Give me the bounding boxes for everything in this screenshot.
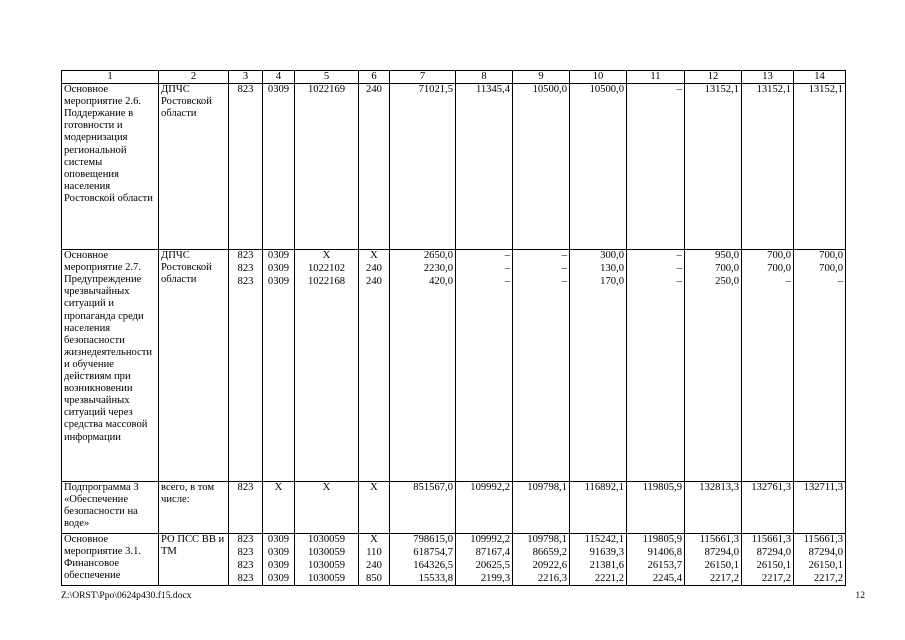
value-cell: 115661,3 [685,534,742,547]
value-cell: Х [359,250,390,263]
value-cell: 823 [229,534,263,547]
value-cell: 115661,3 [742,534,794,547]
value-cell: – [513,276,570,482]
value-cell: 700,0 [794,263,846,276]
header-cell: 12 [685,71,742,84]
program-table [61,70,846,586]
value-cell: 164326,5 [390,560,456,573]
header-cell: 6 [359,71,390,84]
value-cell: 20922,6 [513,560,570,573]
value-cell: 823 [229,573,263,586]
value-cell: 2217,2 [685,573,742,586]
value-cell: 0309 [263,263,295,276]
value-cell: 86659,2 [513,547,570,560]
header-cell: 11 [627,71,685,84]
value-cell: 420,0 [390,276,456,482]
value-cell: 170,0 [570,276,627,482]
value-cell: 26150,1 [742,560,794,573]
document-path: Z:\ORST\Ppo\0624p430.f15.docx [61,590,192,601]
measure-title: Подпрограмма 3 «Обеспечение безопасности на воде» [62,482,159,534]
value-cell: 823 [229,250,263,263]
value-cell: 823 [229,276,263,482]
header-cell: 5 [295,71,359,84]
header-cell: 8 [456,71,513,84]
value-cell: 618754,7 [390,547,456,560]
value-cell: 300,0 [570,250,627,263]
value-cell: 823 [229,482,263,534]
header-cell: 9 [513,71,570,84]
value-cell: 119805,9 [627,482,685,534]
measure-title: Основное мероприятие 2.6. Поддержание в готовности и модернизация региональной системы оповещения населения Ростовской области [62,84,159,250]
value-cell: 823 [229,547,263,560]
value-cell: – [456,263,513,276]
value-cell: 11345,4 [456,84,513,250]
value-cell: 0309 [263,250,295,263]
value-cell: 851567,0 [390,482,456,534]
value-cell: 87294,0 [742,547,794,560]
value-cell: 109798,1 [513,534,570,547]
value-cell: 0309 [263,573,295,586]
value-cell: 91406,8 [627,547,685,560]
header-cell: 4 [263,71,295,84]
value-cell: 71021,5 [390,84,456,250]
value-cell: 109798,1 [513,482,570,534]
header-cell: 3 [229,71,263,84]
value-cell: 700,0 [742,250,794,263]
executor-cell: всего, в том числе: [159,482,229,534]
value-cell: 2217,2 [794,573,846,586]
value-cell: 700,0 [794,250,846,263]
value-cell: 823 [229,263,263,276]
measure-title: Основное мероприятие 2.7. Предупреждение чрезвычайных ситуаций и пропаганда среди населения безопасности жизнедеятельности и обучение действиям при возникновении чрезвычайных ситуаций через средства массовой информации [62,250,159,482]
value-cell: – [627,276,685,482]
value-cell: 850 [359,573,390,586]
value-cell: 13152,1 [742,84,794,250]
value-cell: 0309 [263,547,295,560]
value-cell: 1022102 [295,263,359,276]
value-cell: 0309 [263,534,295,547]
value-cell: 240 [359,84,390,250]
table-row [62,84,846,250]
value-cell: 2245,4 [627,573,685,586]
value-cell: 0309 [263,84,295,250]
header-cell: 14 [794,71,846,84]
value-cell: – [794,276,846,482]
value-cell: 1030059 [295,573,359,586]
executor-cell: ДПЧС Ростовской области [159,84,229,250]
value-cell: 132813,3 [685,482,742,534]
header-cell: 2 [159,71,229,84]
value-cell: 26153,7 [627,560,685,573]
value-cell: 20625,5 [456,560,513,573]
value-cell: 87294,0 [685,547,742,560]
value-cell: 13152,1 [685,84,742,250]
value-cell: 87167,4 [456,547,513,560]
value-cell: 240 [359,263,390,276]
value-cell: 110 [359,547,390,560]
value-cell: 250,0 [685,276,742,482]
value-cell: 2217,2 [742,573,794,586]
value-cell: – [513,263,570,276]
value-cell: 87294,0 [794,547,846,560]
value-cell: 2199,3 [456,573,513,586]
executor-cell: РО ПСС ВВ и ТМ [159,534,229,586]
value-cell: 1022168 [295,276,359,482]
value-cell: – [627,263,685,276]
value-cell: 132711,3 [794,482,846,534]
header-row [62,71,846,84]
value-cell: 109992,2 [456,482,513,534]
header-cell: 1 [62,71,159,84]
value-cell: 26150,1 [685,560,742,573]
value-cell: 130,0 [570,263,627,276]
value-cell: 13152,1 [794,84,846,250]
value-cell: 1030059 [295,547,359,560]
value-cell: Х [359,482,390,534]
page-number: 12 [855,590,865,601]
executor-cell: ДПЧС Ростовской области [159,250,229,482]
header-cell: 7 [390,71,456,84]
value-cell: 0309 [263,276,295,482]
value-cell: – [456,276,513,482]
value-cell: 700,0 [742,263,794,276]
value-cell: Х [263,482,295,534]
value-cell: 1030059 [295,560,359,573]
value-cell: – [456,250,513,263]
table-row [62,482,846,534]
value-cell: 26150,1 [794,560,846,573]
value-cell: 109992,2 [456,534,513,547]
value-cell: 119805,9 [627,534,685,547]
value-cell: 1022169 [295,84,359,250]
value-cell: 240 [359,276,390,482]
value-cell: 1030059 [295,534,359,547]
value-cell: 115242,1 [570,534,627,547]
measure-title: Основное мероприятие 3.1. Финансовое обеспечение [62,534,159,586]
header-cell: 13 [742,71,794,84]
header-cell: 10 [570,71,627,84]
value-cell: 10500,0 [513,84,570,250]
value-cell: 116892,1 [570,482,627,534]
value-cell: – [627,84,685,250]
value-cell: 798615,0 [390,534,456,547]
value-cell: Х [295,250,359,263]
value-cell: 15533,8 [390,573,456,586]
value-cell: – [513,250,570,263]
value-cell: – [627,250,685,263]
table-row [62,534,846,547]
value-cell: 823 [229,84,263,250]
value-cell: 21381,6 [570,560,627,573]
value-cell: – [742,276,794,482]
value-cell: Х [295,482,359,534]
value-cell: 823 [229,560,263,573]
value-cell: 700,0 [685,263,742,276]
value-cell: 950,0 [685,250,742,263]
value-cell: 240 [359,560,390,573]
value-cell: 132761,3 [742,482,794,534]
value-cell: 115661,3 [794,534,846,547]
value-cell: Х [359,534,390,547]
value-cell: 10500,0 [570,84,627,250]
table-row [62,250,846,263]
value-cell: 0309 [263,560,295,573]
value-cell: 2230,0 [390,263,456,276]
value-cell: 2221,2 [570,573,627,586]
value-cell: 91639,3 [570,547,627,560]
value-cell: 2650,0 [390,250,456,263]
value-cell: 2216,3 [513,573,570,586]
